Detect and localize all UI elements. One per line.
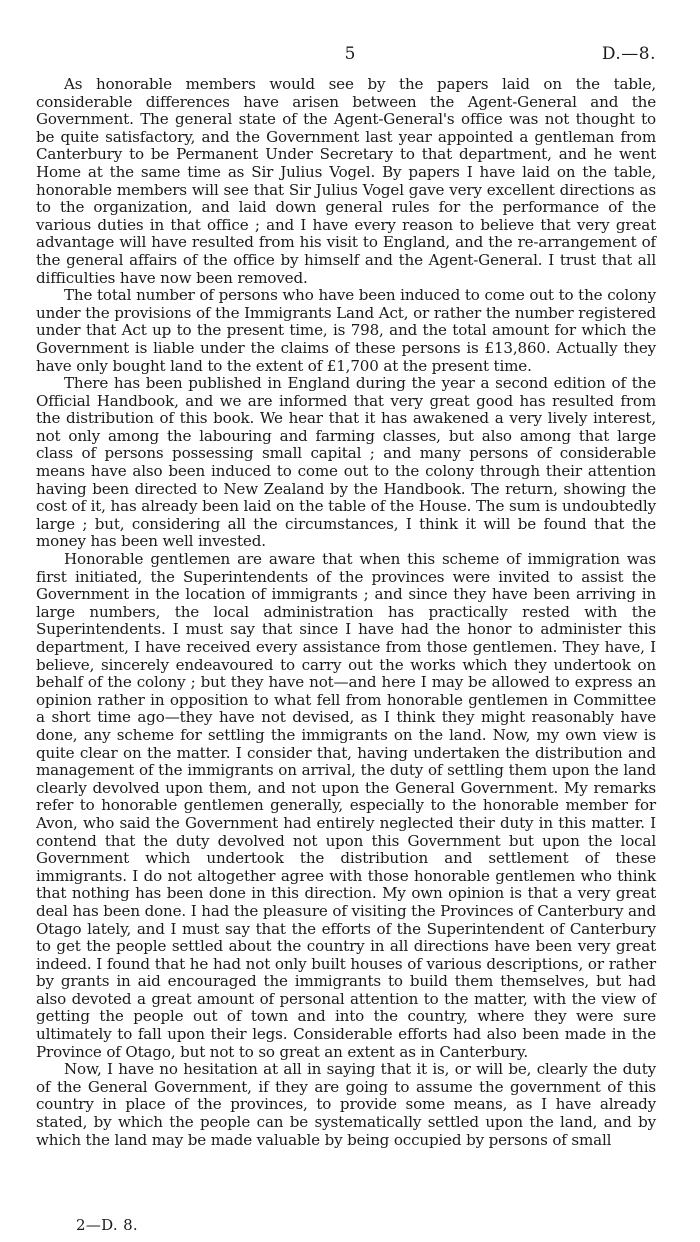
paragraph: Now, I have no hesitation at all in saying that it is, or will be, clearly the duty of the General Government, if they are going to assume the government of this country in place of the provinces, to provide some means, as I have already stated, by which the people can be systematically settled upon the land, and by which the land may be made valuable by being occupied by persons of small (36, 1060, 656, 1149)
paragraph: As honorable members would see by the papers laid on the table, considerable differences have arisen between the Agent-General and the Government. The general state of the Agent-General's office was not thought to be quite satisfactory, and the Government last year appointed a gentleman from Canterbury to be Permanent Under Secretary to that department, and he went Home at the same time as Sir Julius Vogel. By papers I have laid on the table, honorable members will see that Sir Julius Vogel gave very excellent directions as to the organization, and laid down general rules for the performance of the various duties in that office ; and I have every reason to believe that very great advantage will have resulted from his visit to England, and the re-arrangement of the general affairs of the office by himself and the Agent-General. I trust that all difficulties have now been removed. (36, 75, 656, 287)
document-reference: D.—8. (601, 44, 656, 64)
page-number: 5 (344, 44, 356, 64)
body-text (36, 76, 656, 1149)
paragraph: The total number of persons who have been induced to come out to the colony under the provisions of the Immigrants Land Act, or rather the number registered under that Act up to the present time, is 798, and the total amount for which the Government is liable under the claims of these persons is £13,860. Actually they have only bought land to the extent of £1,700 at the present time. (36, 286, 656, 375)
signature-mark: 2—D. 8. (76, 1216, 138, 1234)
paragraph: Honorable gentlemen are aware that when this scheme of immigration was first initiated, the Superintendents of the provinces were invited to assist the Government in the location of immigrants ; and since they have been arriving in large numbers, the local administration has practically rested with the Superintendents. I must say that since I have had the honor to administer this department, I have received every assistance from those gentlemen. They have, I believe, sincerely endeavoured to carry out the works which they undertook on behalf of the colony ; but they have not—and here I may be allowed to express an opinion rather in opposition to what fell from honorable gentlemen in Committee a short time ago—they have not devised, as I think they might reasonably have done, any scheme for settling the immigrants on the land. Now, my own view is quite clear on the matter. I consider that, having undertaken the distribution and management of the immigrants on arrival, the duty of settling them upon the land clearly devolved upon them, and not upon the General Government. My remarks refer to honorable gentlemen generally, especially to the honorable member for Avon, who said the Government had entirely neglected their duty in this matter. I contend that the duty devolved not upon this Government but upon the local Government which undertook the distribution and settlement of these immigrants. I do not altogether agree with those honorable gentlemen who think that nothing has been done in this direction. My own opinion is that a very great deal has been done. I had the pleasure of visiting the Provinces of Canterbury and Otago lately, and I must say that the efforts of the Superintendent of Canterbury to get the people settled about the country in all directions have been very great indeed. I found that he had not only built houses of various descriptions, or rather by grants in aid encouraged the immigrants to build them themselves, but had also devoted a great amount of personal attention to the matter, with the view of getting the people out of town and into the country, where they were sure ultimately to fall upon their legs. Considerable efforts had also been made in the Province of Otago, but not to so great an extent as in Canterbury. (36, 550, 656, 1061)
paragraph: There has been published in England during the year a second edition of the Official Handbook, and we are informed that very great good has resulted from the distribution of this book. We hear that it has awakened a very lively interest, not only among the labouring and farming classes, but also among that large class of persons possessing small capital ; and many persons of considerable means have also been induced to come out to the colony through their attention having been directed to New Zealand by the Handbook. The return, showing the cost of it, has already been laid on the table of the House. The sum is undoubtedly large ; but, considering all the circumstances, I think it will be found that the money has been well invested. (36, 374, 656, 551)
